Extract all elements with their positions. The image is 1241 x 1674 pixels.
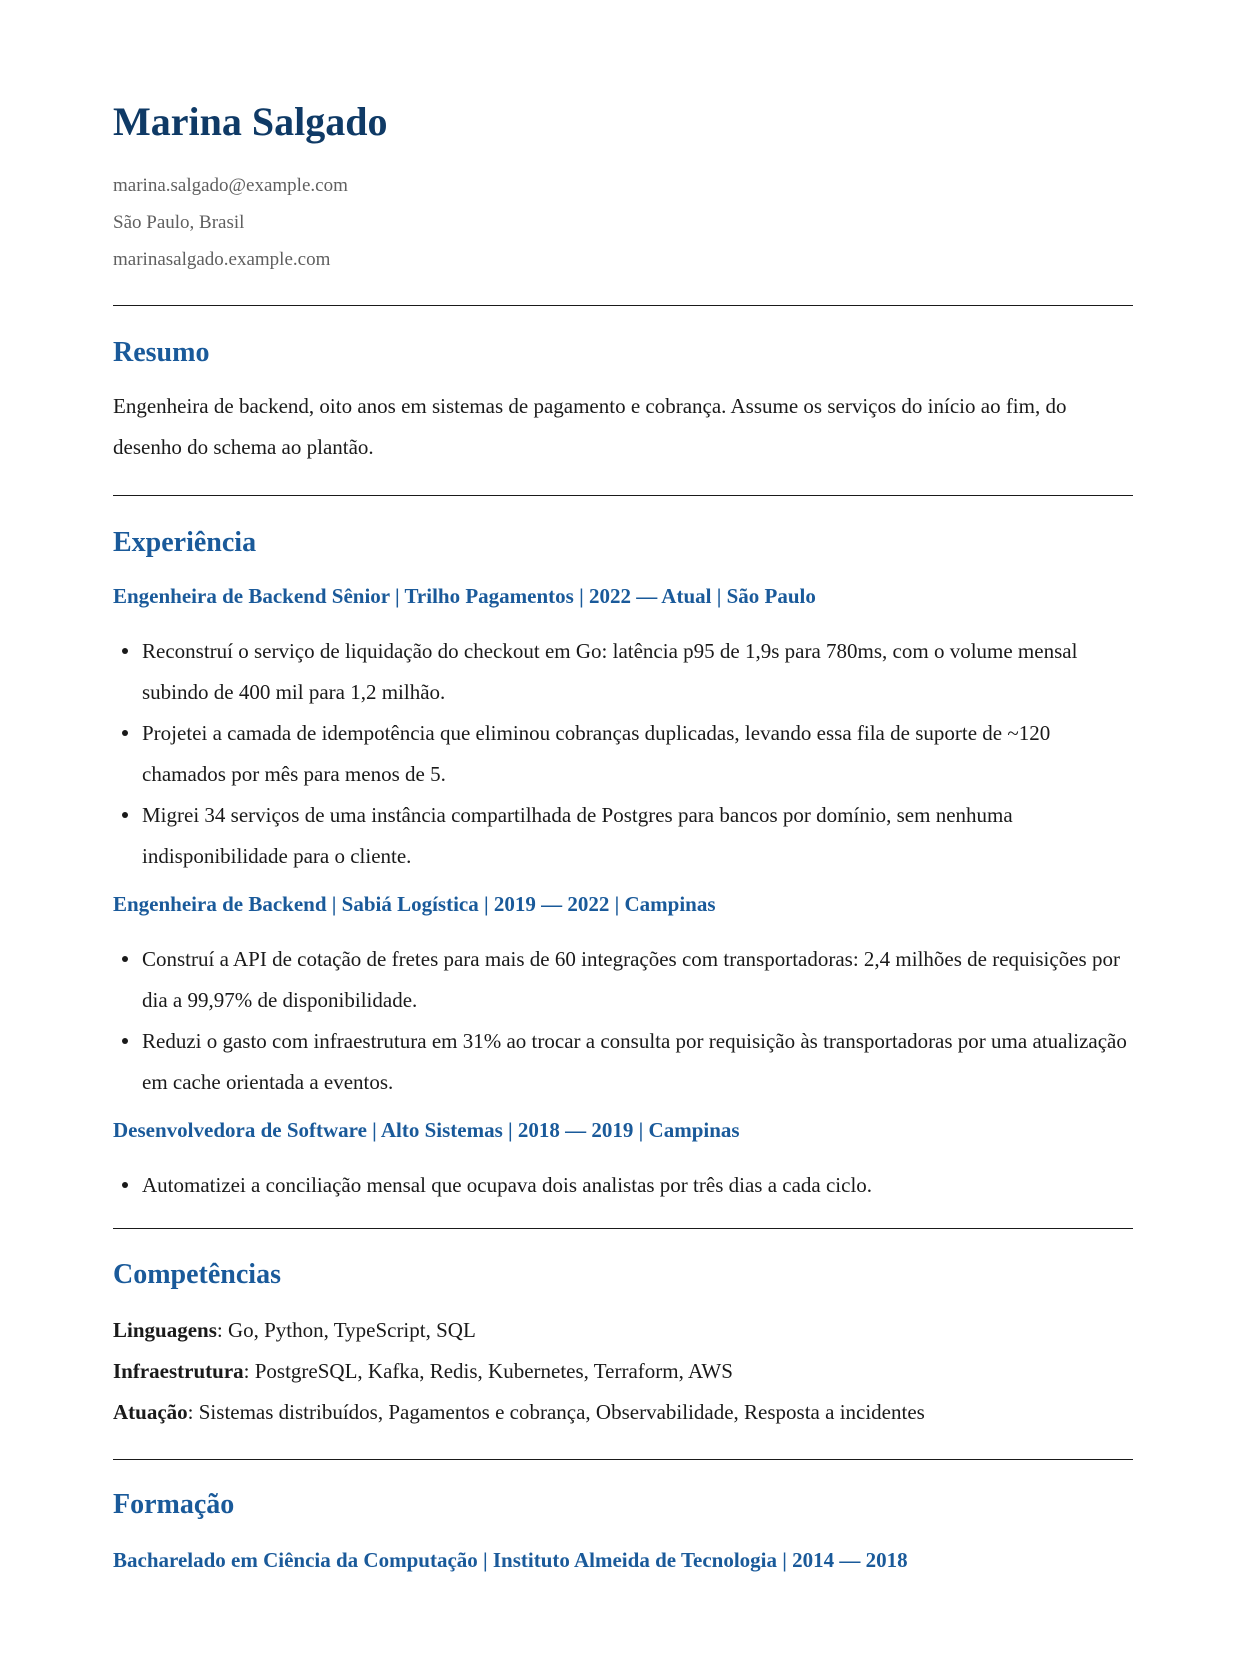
contact-email[interactable]: marina.salgado@example.com [113, 175, 348, 196]
bullet-text: Projetei a camada de idempotência que eliminou cobranças duplicadas, levando essa fila de suporte de ~120 chamados por mês para menos de 5. [142, 721, 1051, 786]
list-item [113, 713, 1133, 795]
summary-text: Engenheira de backend, oito anos em sistemas de pagamento e cobrança. Assume os serviços do início ao fim, do desenho do schema ao plantão. [113, 394, 1067, 459]
skill-label: Infraestrutura [113, 1359, 244, 1383]
experience-heading: Experiência [113, 527, 257, 558]
section-divider [113, 1459, 1133, 1460]
bullet-text: Reduzi o gasto com infraestrutura em 31% ao trocar a consulta por requisição às transportadoras por uma atualização em cache orientada a eventos. [142, 1029, 1127, 1094]
bullet-icon [122, 1182, 128, 1188]
candidate-name: Marina Salgado [113, 99, 388, 144]
list-item [113, 1165, 1133, 1206]
job-heading: Desenvolvedora de Software | Alto Sistemas | 2018 — 2019 | Campinas [113, 1118, 740, 1142]
summary-heading: Resumo [113, 337, 210, 368]
skills-heading: Competências [113, 1259, 281, 1290]
section-divider [113, 1228, 1133, 1229]
degree-heading: Bacharelado em Ciência da Computação | Instituto Almeida de Tecnologia | 2014 — 2018 [113, 1548, 908, 1572]
skill-value: : Go, Python, TypeScript, SQL [216, 1318, 476, 1342]
job-bullet-list [113, 631, 1133, 877]
bullet-icon [122, 812, 128, 818]
bullet-text: Automatizei a conciliação mensal que ocupava dois analistas por três dias a cada ciclo. [142, 1173, 873, 1197]
bullet-text: Reconstruí o serviço de liquidação do checkout em Go: latência p95 de 1,9s para 780ms, com o volume mensal subindo de 400 mil para 1,2 milhão. [142, 639, 1078, 704]
education-heading: Formação [113, 1489, 235, 1520]
skill-row [113, 1400, 925, 1425]
section-divider [113, 495, 1133, 496]
section-divider [113, 305, 1133, 306]
job-bullet-list [113, 1165, 1133, 1206]
job-heading: Engenheira de Backend Sênior | Trilho Pagamentos | 2022 — Atual | São Paulo [113, 584, 816, 608]
contact-location: São Paulo, Brasil [113, 212, 245, 233]
bullet-text: Construí a API de cotação de fretes para mais de 60 integrações com transportadoras: 2,4 milhões de requisições por dia a 99,97% de disponibilidade. [142, 947, 1120, 1012]
bullet-text: Migrei 34 serviços de uma instância compartilhada de Postgres para bancos por domínio, sem nenhuma indisponibilidade para o cliente. [142, 803, 1013, 868]
job-bullet-list [113, 939, 1133, 1103]
bullet-icon [122, 730, 128, 736]
bullet-icon [122, 956, 128, 962]
job-heading: Engenheira de Backend | Sabiá Logística | 2019 — 2022 | Campinas [113, 892, 716, 916]
skill-label: Linguagens [113, 1318, 217, 1342]
bullet-icon [122, 648, 128, 654]
list-item [113, 939, 1133, 1021]
skill-value: : Sistemas distribuídos, Pagamentos e cobrança, Observabilidade, Resposta a incidentes [187, 1400, 925, 1424]
list-item [113, 795, 1133, 877]
skill-row [113, 1359, 733, 1384]
list-item [113, 631, 1133, 713]
bullet-icon [122, 1038, 128, 1044]
skill-row [113, 1318, 476, 1343]
contact-website[interactable]: marinasalgado.example.com [113, 249, 331, 270]
skill-label: Atuação [113, 1400, 188, 1424]
list-item [113, 1021, 1133, 1103]
skill-value: : PostgreSQL, Kafka, Redis, Kubernetes, Terraform, AWS [243, 1359, 733, 1383]
